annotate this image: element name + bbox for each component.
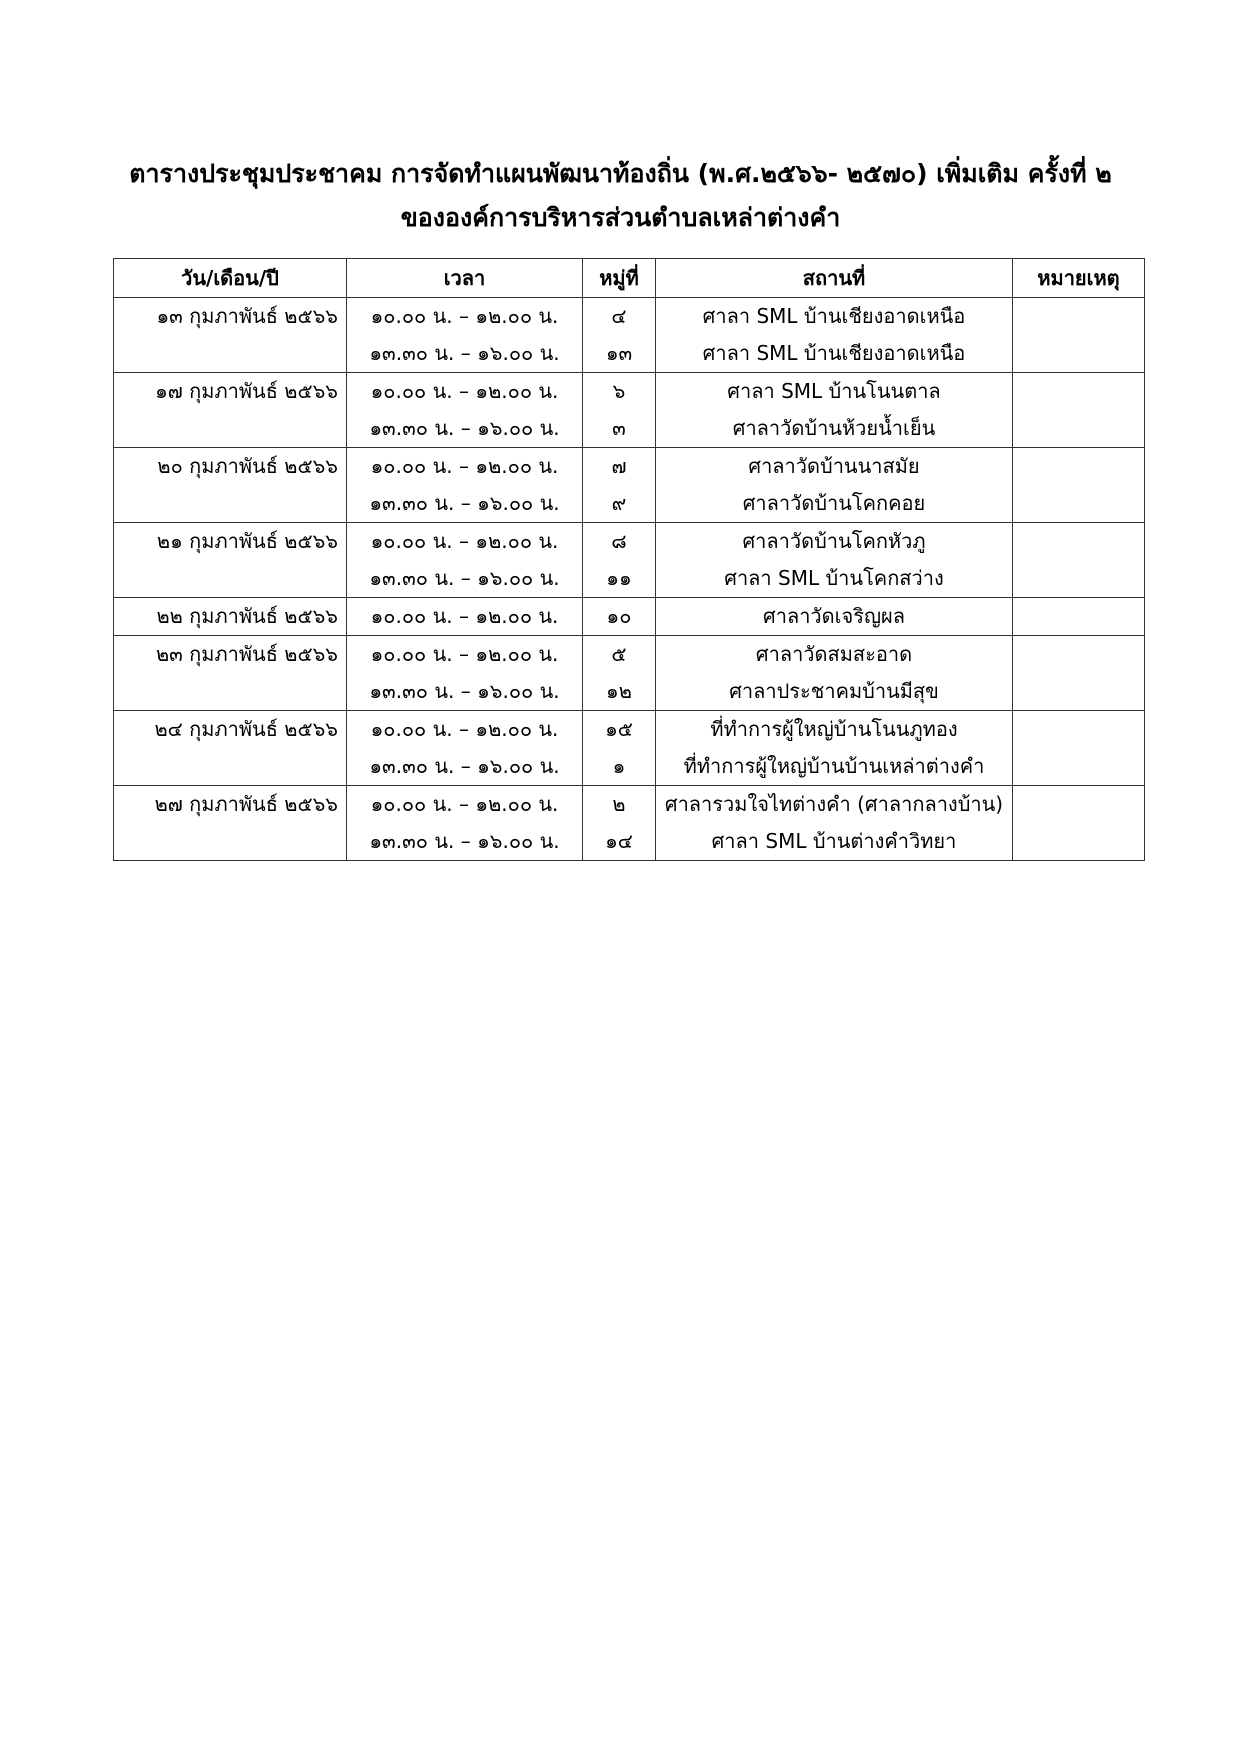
cell-moo: ๑๒ bbox=[583, 673, 656, 711]
cell-time: ๑๓.๓๐ น. – ๑๖.๐๐ น. bbox=[347, 823, 583, 861]
cell-date bbox=[114, 748, 347, 786]
cell-place: ศาลา SML บ้านโคกสว่าง bbox=[656, 560, 1013, 598]
table-row bbox=[114, 748, 1145, 786]
document-subtitle: ขององค์การบริหารส่วนตำบลเหล่าต่างคำ bbox=[400, 203, 841, 232]
cell-note bbox=[1013, 448, 1145, 486]
cell-place: ศาลาวัดบ้านห้วยน้ำเย็น bbox=[656, 410, 1013, 448]
cell-place: ศาลา SML บ้านต่างคำวิทยา bbox=[656, 823, 1013, 861]
cell-place: ศาลาวัดบ้านนาสมัย bbox=[656, 448, 1013, 486]
cell-note bbox=[1013, 711, 1145, 749]
meeting-schedule-table bbox=[113, 258, 1145, 861]
header-moo: หมู่ที่ bbox=[583, 259, 656, 298]
cell-place: ศาลา SML บ้านเชียงอาดเหนือ bbox=[656, 298, 1013, 336]
table-row bbox=[114, 560, 1145, 598]
cell-place: ที่ทำการผู้ใหญ่บ้านบ้านเหล่าต่างคำ bbox=[656, 748, 1013, 786]
header-note: หมายเหตุ bbox=[1013, 259, 1145, 298]
cell-moo: ๓ bbox=[583, 410, 656, 448]
cell-note bbox=[1013, 636, 1145, 674]
cell-moo: ๑๑ bbox=[583, 560, 656, 598]
cell-moo: ๙ bbox=[583, 485, 656, 523]
cell-place: ศาลา SML บ้านโนนตาล bbox=[656, 373, 1013, 411]
cell-date: ๒๔ กุมภาพันธ์ ๒๕๖๖ bbox=[114, 711, 347, 749]
header-place: สถานที่ bbox=[656, 259, 1013, 298]
cell-moo: ๕ bbox=[583, 636, 656, 674]
cell-place: ศาลารวมใจไทต่างคำ (ศาลากลางบ้าน) bbox=[656, 786, 1013, 824]
cell-note bbox=[1013, 485, 1145, 523]
cell-time: ๑๐.๐๐ น. – ๑๒.๐๐ น. bbox=[347, 448, 583, 486]
header-time: เวลา bbox=[347, 259, 583, 298]
cell-time: ๑๐.๐๐ น. – ๑๒.๐๐ น. bbox=[347, 298, 583, 336]
cell-date bbox=[114, 560, 347, 598]
cell-moo: ๑ bbox=[583, 748, 656, 786]
header-date: วัน/เดือน/ปี bbox=[114, 259, 347, 298]
table-row bbox=[114, 786, 1145, 824]
table-row bbox=[114, 523, 1145, 561]
table-body bbox=[114, 298, 1145, 861]
table-header-row bbox=[114, 259, 1145, 298]
cell-date: ๑๗ กุมภาพันธ์ ๒๕๖๖ bbox=[114, 373, 347, 411]
cell-note bbox=[1013, 748, 1145, 786]
cell-time: ๑๓.๓๐ น. – ๑๖.๐๐ น. bbox=[347, 560, 583, 598]
cell-time: ๑๐.๐๐ น. – ๑๒.๐๐ น. bbox=[347, 636, 583, 674]
cell-place: ศาลา SML บ้านเชียงอาดเหนือ bbox=[656, 335, 1013, 373]
cell-note bbox=[1013, 410, 1145, 448]
cell-date: ๒๓ กุมภาพันธ์ ๒๕๖๖ bbox=[114, 636, 347, 674]
cell-time: ๑๓.๓๐ น. – ๑๖.๐๐ น. bbox=[347, 673, 583, 711]
cell-moo: ๑๔ bbox=[583, 823, 656, 861]
cell-place: ศาลาวัดเจริญผล bbox=[656, 598, 1013, 636]
cell-moo: ๗ bbox=[583, 448, 656, 486]
table-row bbox=[114, 410, 1145, 448]
cell-note bbox=[1013, 373, 1145, 411]
cell-date: ๒๗ กุมภาพันธ์ ๒๕๖๖ bbox=[114, 786, 347, 824]
table-row bbox=[114, 335, 1145, 373]
cell-moo: ๒ bbox=[583, 786, 656, 824]
cell-date: ๒๑ กุมภาพันธ์ ๒๕๖๖ bbox=[114, 523, 347, 561]
cell-moo: ๑๐ bbox=[583, 598, 656, 636]
cell-note bbox=[1013, 335, 1145, 373]
table-row bbox=[114, 485, 1145, 523]
cell-time: ๑๐.๐๐ น. – ๑๒.๐๐ น. bbox=[347, 373, 583, 411]
cell-place: ศาลาวัดบ้านโคกหัวภู bbox=[656, 523, 1013, 561]
table-row bbox=[114, 673, 1145, 711]
cell-moo: ๑๕ bbox=[583, 711, 656, 749]
cell-moo: ๔ bbox=[583, 298, 656, 336]
cell-moo: ๖ bbox=[583, 373, 656, 411]
table-row bbox=[114, 298, 1145, 336]
table-row bbox=[114, 598, 1145, 636]
cell-date bbox=[114, 823, 347, 861]
table-row bbox=[114, 823, 1145, 861]
table-row bbox=[114, 636, 1145, 674]
cell-time: ๑๓.๓๐ น. – ๑๖.๐๐ น. bbox=[347, 748, 583, 786]
cell-note bbox=[1013, 823, 1145, 861]
cell-time: ๑๐.๐๐ น. – ๑๒.๐๐ น. bbox=[347, 598, 583, 636]
document-title: ตารางประชุมประชาคม การจัดทำแผนพัฒนาท้องถิ่น (พ.ศ.๒๕๖๖- ๒๕๗๐) เพิ่มเติม ครั้งที่ ๒ bbox=[129, 159, 1112, 188]
cell-date bbox=[114, 485, 347, 523]
cell-date bbox=[114, 410, 347, 448]
cell-date bbox=[114, 335, 347, 373]
cell-date bbox=[114, 673, 347, 711]
table-row bbox=[114, 373, 1145, 411]
cell-time: ๑๓.๓๐ น. – ๑๖.๐๐ น. bbox=[347, 335, 583, 373]
cell-note bbox=[1013, 786, 1145, 824]
cell-note bbox=[1013, 673, 1145, 711]
cell-place: ศาลาวัดสมสะอาด bbox=[656, 636, 1013, 674]
cell-date: ๑๓ กุมภาพันธ์ ๒๕๖๖ bbox=[114, 298, 347, 336]
cell-moo: ๑๓ bbox=[583, 335, 656, 373]
cell-time: ๑๐.๐๐ น. – ๑๒.๐๐ น. bbox=[347, 711, 583, 749]
cell-time: ๑๓.๓๐ น. – ๑๖.๐๐ น. bbox=[347, 485, 583, 523]
cell-time: ๑๓.๓๐ น. – ๑๖.๐๐ น. bbox=[347, 410, 583, 448]
cell-note bbox=[1013, 598, 1145, 636]
cell-place: ที่ทำการผู้ใหญ่บ้านโนนภูทอง bbox=[656, 711, 1013, 749]
table-row bbox=[114, 711, 1145, 749]
cell-note bbox=[1013, 523, 1145, 561]
cell-place: ศาลาวัดบ้านโคกคอย bbox=[656, 485, 1013, 523]
cell-note bbox=[1013, 560, 1145, 598]
cell-moo: ๘ bbox=[583, 523, 656, 561]
cell-date: ๒๒ กุมภาพันธ์ ๒๕๖๖ bbox=[114, 598, 347, 636]
cell-date: ๒๐ กุมภาพันธ์ ๒๕๖๖ bbox=[114, 448, 347, 486]
cell-note bbox=[1013, 298, 1145, 336]
cell-time: ๑๐.๐๐ น. – ๑๒.๐๐ น. bbox=[347, 523, 583, 561]
cell-time: ๑๐.๐๐ น. – ๑๒.๐๐ น. bbox=[347, 786, 583, 824]
table-row bbox=[114, 448, 1145, 486]
cell-place: ศาลาประชาคมบ้านมีสุข bbox=[656, 673, 1013, 711]
